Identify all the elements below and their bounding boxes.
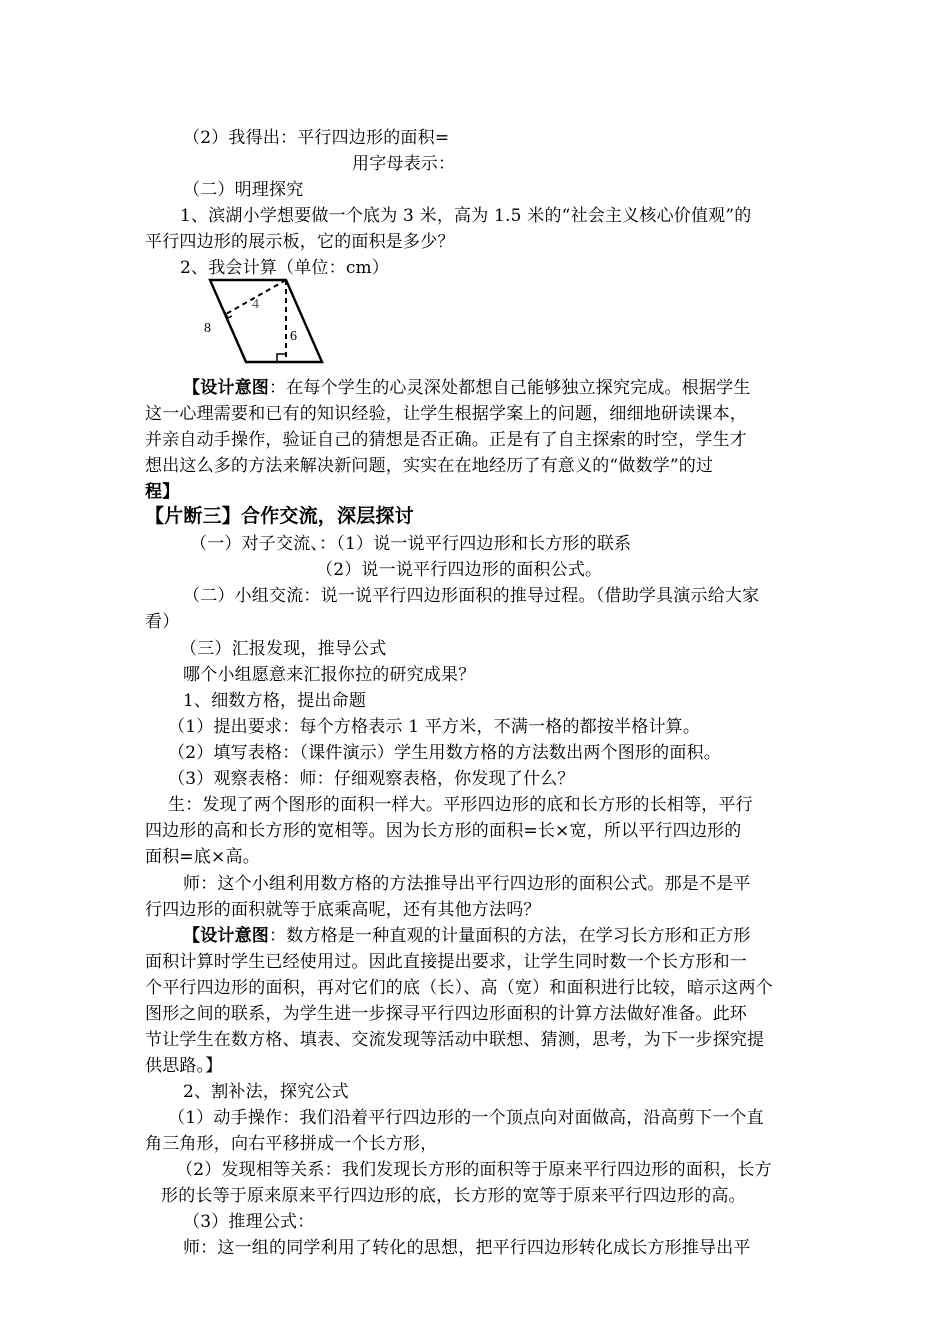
section-heading: （三）汇报发现，推导公式 [180,639,387,659]
text-line: 四边形的高和长方形的宽相等。因为长方形的面积=长×宽，所以平行四边形的 [145,821,742,841]
text-line: 角三角形，向右平移拼成一个长方形， [145,1134,438,1154]
text-line: 个平行四边形的面积，再对它们的底（长）、高（宽）和面积进行比较，暗示这两个 [145,978,773,998]
text-line: （一）对子交流、：（1）说一说平行四边形和长方形的联系 [190,534,632,554]
text-line: 供思路。】 [145,1056,223,1076]
text-line: 2、我会计算（单位：cm） [180,258,390,278]
text-line: （2）填写表格：（课件演示）学生用数方格的方法数出两个图形的面积。 [168,743,721,763]
text-line: 图形之间的联系，为学生进一步探寻平行四边形面积的计算方法做好准备。此环 [145,1004,747,1024]
text-line: 节让学生在数方格、填表、交流发现等活动中联想、猜测，思考，为下一步探究提 [145,1030,765,1050]
text-line: 用字母表示： [352,154,456,174]
text-line: 形的长等于原来原来平行四边形的底，长方形的宽等于原来平行四边形的高。 [161,1186,746,1206]
text-line: 1、细数方格，提出命题 [183,691,367,711]
height-label: 6 [290,329,297,344]
section-heading: （二）明理探究 [183,180,304,200]
text-line: （2）我得出：平行四边形的面积= [183,128,450,148]
design-intent-label: 【设计意图 [183,378,269,398]
design-intent-label: 【设计意图 [183,926,269,946]
text-line: （二）小组交流：说一说平行四边形面积的推导过程。（借助学具演示给大家 [183,586,760,606]
text-line: 行四边形的面积就等于底乘高呢，还有其他方法吗？ [145,900,541,920]
text-line: 程】 [145,482,180,502]
text-line: 平行四边形的展示板，它的面积是多少？ [145,232,455,252]
text-line: 哪个小组愿意来汇报你拉的研究成果？ [183,665,476,685]
text-line: 生：发现了两个图形的面积一样大。平形四边形的底和长方形的长相等，平行 [168,795,753,815]
text-line: 并亲自动手操作，验证自己的猜想是否正确。正是有了自主探索的时空，学生才 [145,430,747,450]
design-intent-line [183,376,751,400]
text-line: 想出这么多的方法来解决新问题，实实在在地经历了有意义的“做数学”的过 [145,456,714,476]
height-label: 4 [252,297,259,312]
text-line: 1、滨湖小学想要做一个底为 3 米，高为 1.5 米的“社会主义核心价值观”的 [180,206,752,226]
text-line: 面积=底×高。 [145,847,260,867]
design-intent-line [183,924,751,948]
side-label: 8 [204,321,211,336]
parallelogram-shape [210,280,322,362]
text-line: 面积计算时学生已经使用过。因此直接提出要求，让学生同时数一个长方形和一 [145,952,747,972]
text-line: 师：这一组的同学利用了转化的思想，把平行四边形转化成长方形推导出平 [183,1238,751,1258]
text-line: （3）观察表格：师：仔细观察表格，你发现了什么？ [168,769,575,789]
text-line: （2）说一说平行四边形的面积公式。 [316,560,603,580]
text-line: （3）推理公式： [183,1212,315,1232]
right-angle-mark [277,354,286,362]
text-line: （2）发现相等关系：我们发现长方形的面积等于原来平行四边形的面积，长方 [176,1160,772,1180]
text-span: ：数方格是一种直观的计量面积的方法，在学习长方形和正方形 [269,926,751,946]
parallelogram-figure [198,274,328,374]
text-line: 这一心理需要和已有的知识经验，让学生根据学案上的问题，细细地研读课本， [145,404,747,424]
text-line: 2、割补法，探究公式 [183,1082,349,1102]
section-title: 【片断三】合作交流，深层探讨 [145,505,414,527]
text-line: （1）提出要求：每个方格表示 1 平方米，不满一格的都按半格计算。 [168,717,701,737]
text-line: 师：这个小组利用数方格的方法推导出平行四边形的面积公式。那是不是平 [183,874,751,894]
text-span: ：在每个学生的心灵深处都想自己能够独立探究完成。根据学生 [269,378,751,398]
text-line: （1）动手操作：我们沿着平行四边形的一个顶点向对面做高，沿高剪下一个直 [168,1108,764,1128]
text-line: 看） [145,612,180,632]
